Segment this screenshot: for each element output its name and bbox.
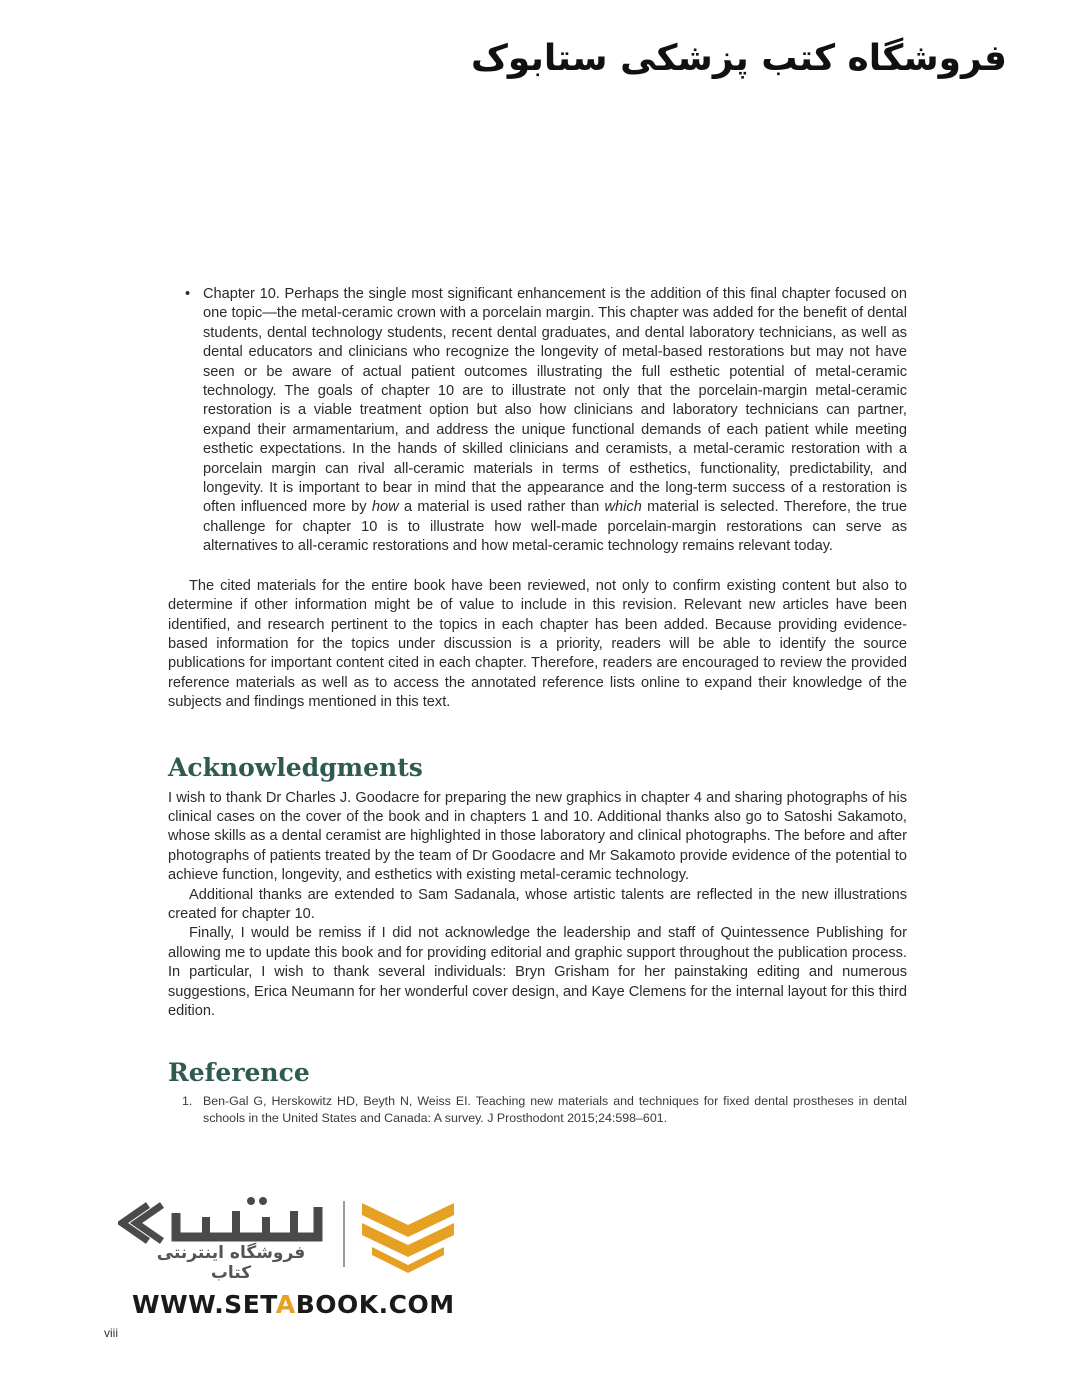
acknowledgments-paragraph-1: I wish to thank Dr Charles J. Goodacre for preparing the new graphics in chapter 4 and sharing photographs of his clinical cases on the cover of the book and in chapters 1 and 10. Additional thanks also go to Satoshi Sakamoto, whose skills as a dental ceramist are highlighted in those laboratory and clinical photographs. The before and after photographs of patients treated by the team of Dr Goodacre and Mr Sakamoto provide evidence of the potential to achieve function, longevity, and esthetics with existing metal-ceramic technology. bbox=[168, 789, 907, 884]
setabook-logo bbox=[118, 1193, 463, 1283]
setabook-url[interactable] bbox=[132, 1290, 455, 1319]
acknowledgments-heading: Acknowledgments bbox=[168, 752, 423, 782]
url-suffix: BOOK.COM bbox=[295, 1290, 455, 1319]
page-number: viii bbox=[104, 1326, 118, 1340]
bullet-text-part-1: Chapter 10. Perhaps the single most significant enhancement is the addition of this final chapter focused on one topic—the metal-ceramic crown with a porcelain margin. This chapter was added for the benefit of dental students, dental technology students, recent dental graduates, and dental laboratory technicians, as well as dental educators and clinicians who recognize the longevity of metal-based restorations but may not have seen or be aware of actual patient outcomes illustrating the full esthetic potential of metal-ceramic technology. The goals of chapter 10 are to illustrate not only that the porcelain-margin metal-ceramic restoration is a viable treatment option but also how clinicians and laboratory technicians can partner, expand their armamentarium, and address the unique functional demands of each patient while meeting esthetic expectations. In the hands of skilled clinicians and ceramists, a metal-ceramic restoration with a porcelain margin can rival all-ceramic materials in terms of esthetics, functionality, predictability, and longevity. It is important to bear in mind that the appearance and the long-term success of a restoration is often influenced more by bbox=[203, 286, 907, 516]
reference-item bbox=[168, 1093, 907, 1126]
bullet-icon: • bbox=[185, 286, 191, 302]
url-prefix: WWW.SET bbox=[132, 1290, 276, 1319]
intro-paragraph: The cited materials for the entire book have been reviewed, not only to confirm existing content but also to determine if other information might be of value to include in this revision. Relevant new articles have been identified, and research pertinent to the topics in each chapter has been added. Because providing evidence-based information for the topics under discussion is a priority, readers will be able to identify the source publications for important content cited in each chapter. Therefore, readers are encouraged to review the provided reference materials as well as to access the annotated reference lists online to expand their knowledge of the subjects and findings mentioned in this text. bbox=[168, 577, 907, 711]
logo-tagline: فروشگاه اینترنتی کتاب bbox=[156, 1243, 306, 1283]
store-banner-title: فروشگاه کتب پزشکی ستابوک bbox=[470, 38, 1007, 79]
url-accent-letter: A bbox=[275, 1290, 296, 1319]
bullet-text-part-3: material is selected. Therefore, the true challenge for chapter 10 is to illustrate how well-made porcelain-margin restorations can serve as alternatives to all-ceramic restorations and how metal-ceramic technology remains relevant today. bbox=[203, 499, 907, 555]
acknowledgments-paragraph-2: Additional thanks are extended to Sam Sadanala, whose artistic talents are reflected in the new illustrations created for chapter 10. bbox=[168, 886, 907, 922]
emphasis-how: how bbox=[371, 499, 399, 516]
acknowledgments-paragraph-3: Finally, I would be remiss if I did not acknowledge the leadership and staff of Quintessence Publishing for allowing me to update this book and for providing editorial and graphic support throughout the publication process. In particular, I wish to thank several individuals: Bryn Grisham for her painstaking editing and numerous suggestions, Erica Neumann for her wonderful cover design, and Kaye Clemens for the internal layout for this third edition. bbox=[168, 925, 907, 1019]
reference-number: 1. bbox=[182, 1094, 193, 1109]
emphasis-which: which bbox=[604, 499, 642, 516]
chapter-10-bullet bbox=[168, 285, 907, 557]
reference-text: Ben-Gal G, Herskowitz HD, Beyth N, Weiss EI. Teaching new materials and techniques for fixed dental prostheses in dental schools in the United States and Canada: A survey. J Prosthodont 2015;24:598–601. bbox=[203, 1094, 907, 1125]
page-content bbox=[168, 285, 907, 1126]
reference-heading: Reference bbox=[168, 1058, 310, 1088]
bullet-text-part-2: a material is used rather than bbox=[398, 499, 605, 516]
